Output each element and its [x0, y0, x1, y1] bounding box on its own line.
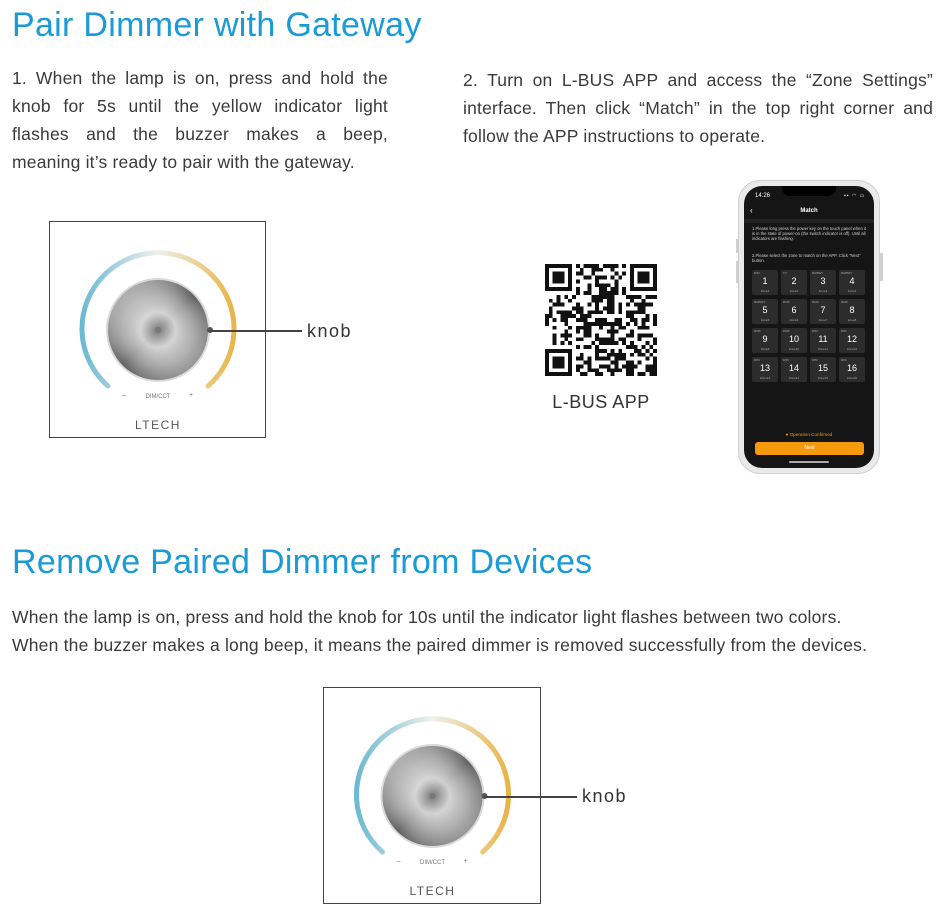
remove-line-2: When the buzzer makes a long beep, it means the paired dimmer is removed successfully from the devices. — [12, 635, 868, 655]
zone-name: Zone6 — [789, 318, 799, 322]
zone-name: Zone7 — [818, 318, 828, 322]
zone-name: Zone5 — [760, 318, 770, 322]
zone-name: Zone14 — [788, 376, 800, 380]
zone-tag: RGB — [783, 329, 790, 333]
zone-tag: DIM — [841, 329, 847, 333]
pair-step-1: 1. When the lamp is on, press and hold the knob for 5s until the yellow indicator light flashes and the buzzer makes a beep, meaning it’s ready to pair with the gateway. — [12, 68, 388, 172]
zone-tag: DIM — [754, 271, 760, 275]
dimmer-knob-illustration-remove — [324, 688, 539, 902]
zone-cell[interactable] — [839, 270, 865, 295]
knob-label-remove: knob — [582, 786, 628, 806]
phone-screen — [744, 186, 874, 468]
phone-frame — [738, 180, 880, 474]
zone-tag: RGBWY — [812, 271, 824, 275]
zone-number: 6 — [791, 305, 797, 315]
home-indicator — [789, 461, 829, 463]
zone-tag: RGB — [812, 300, 819, 304]
zone-tag: RGB — [754, 329, 761, 333]
brand-logo: LTECH — [409, 884, 456, 898]
zone-name: Zone13 — [759, 376, 771, 380]
zone-cell[interactable] — [839, 299, 865, 324]
zone-name: Zone10 — [788, 347, 800, 351]
zone-name: Zone2 — [789, 289, 799, 293]
qr-code — [545, 264, 657, 376]
phone-instruction-1: 1.Please long press the power key on the touch panel when it is in the state of power-on (the switch indicator is off). Until all indicators are flashing. — [752, 226, 867, 241]
zone-number: 14 — [788, 363, 799, 373]
phone-title: Match — [800, 208, 818, 214]
zone-number: 1 — [762, 276, 768, 286]
zone-name: Zone11 — [818, 347, 828, 351]
dimmer-plus-label: + — [463, 858, 468, 865]
qr-label: L-BUS APP — [552, 392, 650, 412]
zone-cell[interactable] — [781, 328, 807, 353]
zone-tag: RGB — [841, 300, 848, 304]
zone-number: 15 — [817, 363, 828, 373]
zone-name: Zone16 — [846, 376, 858, 380]
zone-name: Zone9 — [760, 347, 770, 351]
zone-tag: RGBWY — [841, 271, 853, 275]
knob-leader-line-remove — [484, 796, 577, 798]
zone-grid — [752, 270, 868, 382]
zone-number: 13 — [759, 363, 770, 373]
zone-cell[interactable] — [781, 270, 807, 295]
zone-number: 2 — [791, 276, 797, 286]
zone-cell[interactable] — [752, 299, 778, 324]
brand-logo: LTECH — [135, 418, 181, 432]
phone-status-icons: ▪▪ ◠ ▭ — [844, 193, 866, 199]
zone-name: Zone15 — [817, 376, 829, 380]
zone-cell[interactable] — [752, 270, 778, 295]
zone-cell[interactable] — [839, 357, 865, 382]
zone-cell[interactable] — [781, 299, 807, 324]
zone-number: 4 — [849, 276, 855, 286]
back-icon[interactable]: ‹ — [750, 206, 753, 215]
zone-number: 11 — [818, 334, 828, 344]
zone-number: 5 — [762, 305, 768, 315]
zone-number: 8 — [849, 305, 855, 315]
zone-tag: DIM — [783, 358, 789, 362]
zone-number: 16 — [846, 363, 857, 373]
check-circle-icon: ● — [785, 432, 789, 437]
dimmer-minus-label: – — [396, 858, 401, 865]
knob-leader-line — [210, 330, 302, 332]
zone-name: Zone12 — [846, 347, 858, 351]
dimmer-mode-label: DIM/CCT — [145, 394, 171, 400]
pair-heading: Pair Dimmer with Gateway — [12, 6, 422, 44]
zone-tag: DIM — [754, 358, 760, 362]
phone-instruction-2: 2.Please select the zone to match on the APP. Click "Next" button. — [752, 253, 861, 263]
zone-cell[interactable] — [839, 328, 865, 353]
zone-tag: DIM — [841, 358, 847, 362]
dimmer-mode-label: DIM/CCT — [420, 860, 445, 866]
remove-heading: Remove Paired Dimmer from Devices — [12, 543, 593, 581]
zone-cell[interactable] — [752, 328, 778, 353]
zone-tag: DIM — [812, 358, 818, 362]
phone-time: 14:26 — [755, 193, 771, 199]
remove-line-1: When the lamp is on, press and hold the knob for 10s until the indicator light flashes between two colors. — [12, 607, 842, 627]
zone-number: 12 — [846, 334, 857, 344]
zone-name: Zone1 — [760, 289, 770, 293]
dimmer-knob-illustration — [50, 222, 264, 436]
zone-tag: RGB — [783, 300, 790, 304]
zone-cell[interactable] — [810, 357, 836, 382]
zone-number: 7 — [820, 305, 826, 315]
zone-number: 10 — [788, 334, 799, 344]
zone-tag: DIM — [812, 329, 818, 333]
zone-cell[interactable] — [781, 357, 807, 382]
zone-number: 3 — [820, 276, 826, 286]
zone-tag: RGBWY — [754, 300, 766, 304]
next-button[interactable]: Next — [755, 442, 864, 455]
zone-number: 9 — [762, 334, 768, 344]
zone-cell[interactable] — [752, 357, 778, 382]
zone-name: Zone3 — [818, 289, 828, 293]
zone-name: Zone8 — [847, 318, 857, 322]
zone-tag: CT — [783, 271, 787, 275]
operation-confirmed: ● Operation Confirmed — [785, 432, 833, 437]
zone-cell[interactable] — [810, 270, 836, 295]
zone-cell[interactable] — [810, 328, 836, 353]
phone-notch — [782, 186, 836, 196]
zone-name: Zone4 — [847, 289, 857, 293]
dimmer-minus-label: – — [122, 392, 126, 399]
zone-cell[interactable] — [810, 299, 836, 324]
knob-label: knob — [307, 321, 353, 341]
dimmer-plus-label: + — [188, 392, 194, 399]
qr-code-graphic — [545, 264, 657, 376]
pair-step-2: 2. Turn on L-BUS APP and access the “Zone Settings” interface. Then click “Match” in the top right corner and follow the APP instructions to operate. — [463, 70, 933, 146]
